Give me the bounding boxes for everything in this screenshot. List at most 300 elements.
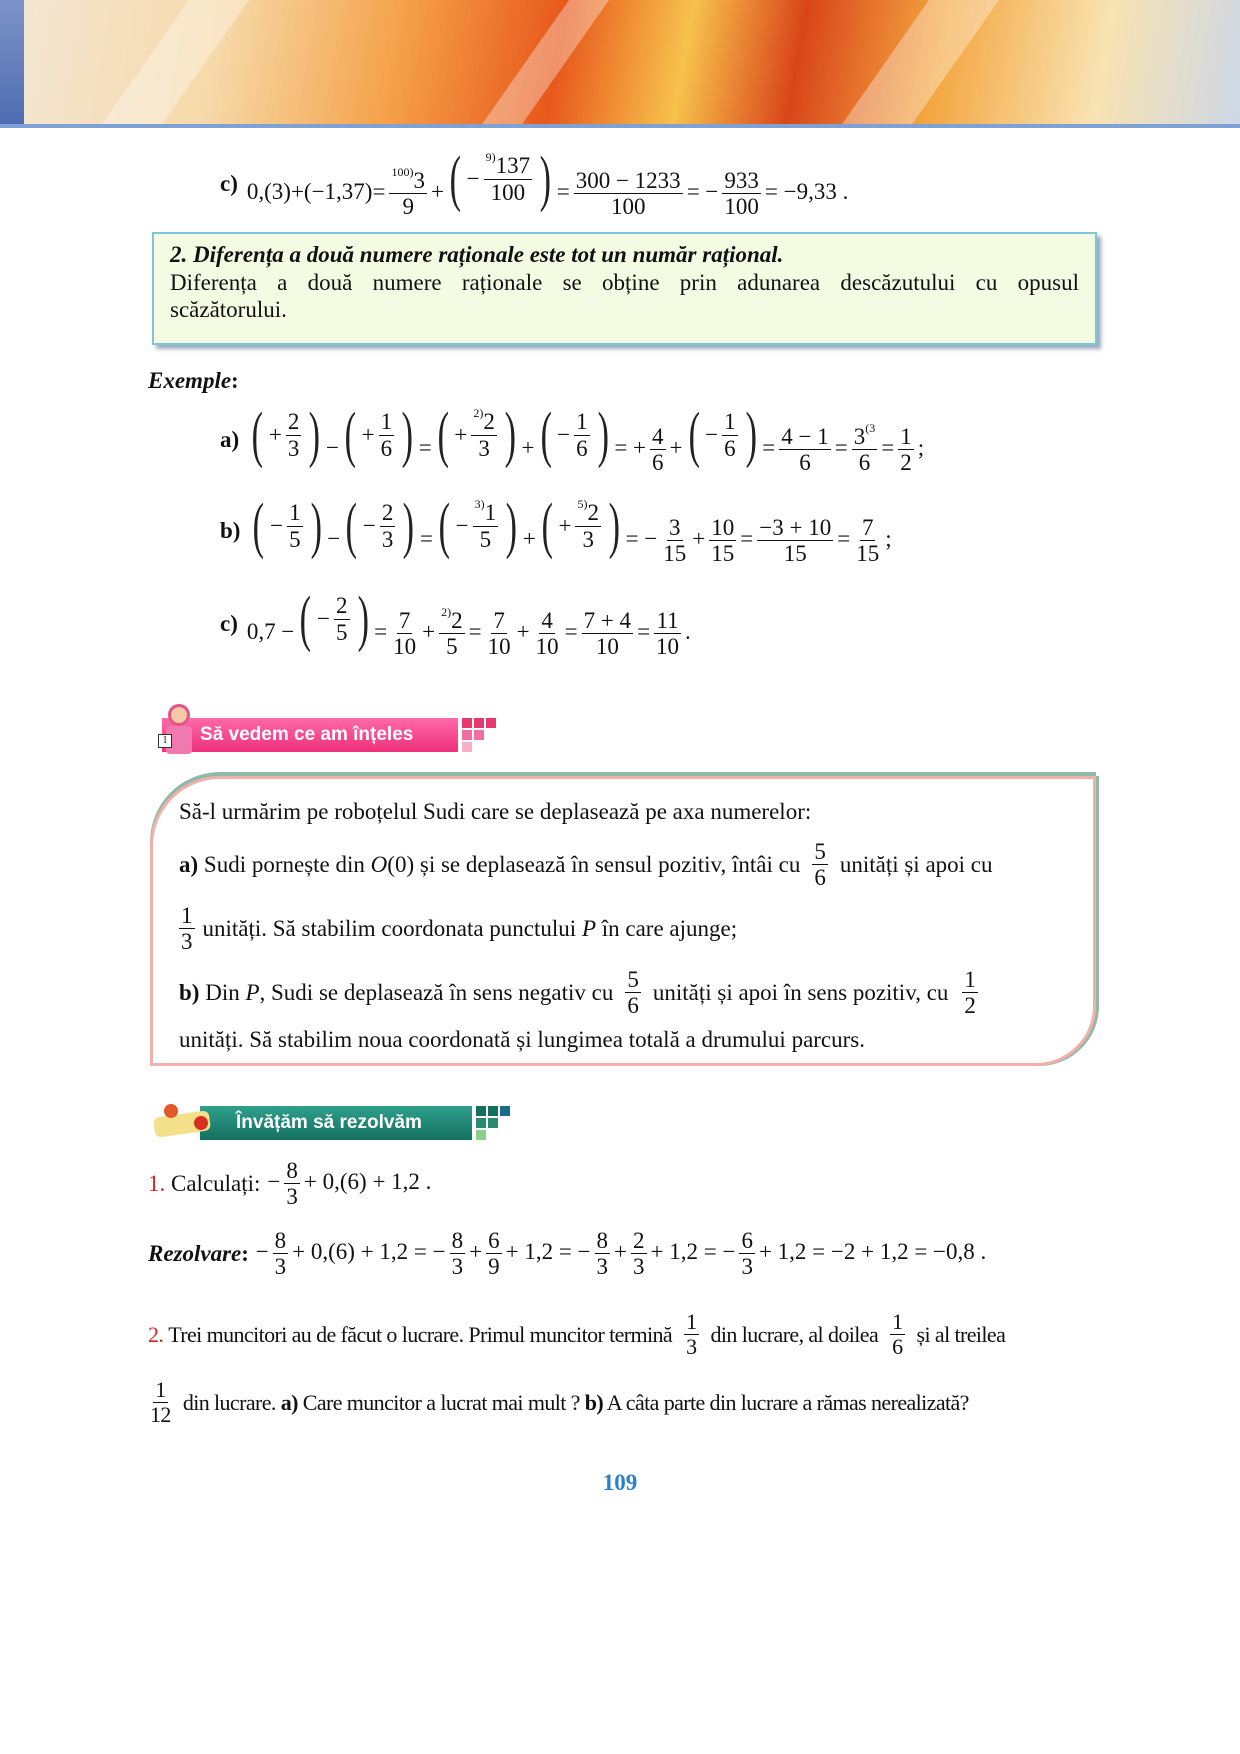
example-c-line [220, 145, 849, 220]
denominator: 6 [799, 450, 811, 476]
text: unități și apoi cu [839, 851, 993, 877]
numerator [574, 409, 590, 435]
right-parenthesis: ) [357, 585, 369, 653]
denominator: 6 [627, 993, 639, 1019]
rule-title: 2. Diferența a două numere raționale este tot un număr rațional. [170, 242, 784, 267]
text: Sudi pornește din [203, 851, 371, 877]
numerator [667, 515, 683, 541]
math-expression [248, 492, 892, 567]
fraction-expansion-factor: 2) [473, 406, 484, 421]
problem-text: și al treilea [916, 1321, 1006, 1347]
example-a [220, 401, 925, 476]
denominator: 3 [381, 526, 394, 552]
section-header-understanding [162, 718, 458, 752]
numerator-value: 6 [741, 1228, 753, 1253]
rule-box [152, 232, 1097, 345]
numerator-value: 137 [495, 153, 531, 179]
numerator-value: 1 [484, 500, 497, 526]
girl-mascot-icon: 1 [162, 704, 196, 760]
problem-number: 1. [148, 1170, 166, 1196]
denominator: 2 [964, 993, 976, 1019]
fraction-expansion-factor: 5) [577, 497, 588, 512]
numerator-value: 2 [483, 409, 495, 435]
parenthesized-group [341, 492, 419, 560]
fraction [574, 409, 590, 461]
math-text: + [430, 179, 444, 204]
numerator-value: 1 [900, 423, 912, 449]
numerator [739, 1228, 755, 1254]
denominator: 10 [487, 634, 511, 660]
denominator: 3 [478, 435, 490, 461]
math-text: = [762, 435, 776, 460]
fraction-expansion-factor: 9) [485, 150, 496, 165]
denominator: 10 [595, 634, 619, 660]
numerator [439, 604, 465, 634]
point-O: O [370, 851, 388, 877]
fraction [389, 164, 427, 220]
numerator-value: 4 − 1 [781, 423, 829, 449]
numerator-value: 1 [576, 409, 588, 435]
fraction-expansion-factor: 100) [391, 164, 414, 179]
numerator-value: 3 [853, 423, 866, 449]
problem-text: A câta parte din lucrare a rămas nerealizată? [603, 1389, 969, 1415]
fraction [722, 168, 761, 220]
problem-2-cont [148, 1378, 969, 1427]
exercise-part-b [179, 967, 978, 1019]
math-text: − [267, 1169, 281, 1195]
fraction [650, 424, 666, 476]
fraction [179, 903, 195, 955]
numerator [575, 497, 601, 526]
parenthesized-group [340, 401, 418, 469]
math-expression [246, 585, 692, 660]
math-text: + [469, 1239, 483, 1265]
math-text: − [255, 1239, 269, 1265]
denominator: 2 [900, 450, 912, 476]
numerator-value: 8 [596, 1228, 609, 1253]
header-banner-image [0, 0, 1240, 128]
left-parenthesis: ( [688, 401, 700, 469]
right-parenthesis: ) [310, 492, 322, 560]
problem-text: Calculați: [171, 1170, 261, 1196]
math-text: ; [885, 526, 892, 551]
denominator: 3 [741, 1254, 753, 1280]
section-title: Să vedem ce am înțeles [200, 724, 414, 745]
numerator [286, 409, 302, 435]
numerator [582, 608, 633, 634]
math-text: − [325, 435, 339, 460]
fraction [534, 608, 561, 660]
denominator: 10 [535, 634, 559, 660]
denominator: 3 [181, 929, 193, 955]
numerator-value: −3 + 10 [759, 514, 832, 540]
fraction [471, 406, 497, 461]
math-expression [246, 145, 849, 220]
denominator: 15 [711, 541, 735, 567]
text: , Sudi se deplasează în sens negativ cu [259, 979, 614, 1005]
denominator: 9 [402, 194, 414, 220]
numerator [898, 424, 914, 450]
fraction [273, 1228, 289, 1280]
examples-colon: : [231, 368, 239, 393]
math-text: − [455, 513, 469, 538]
math-text: + [614, 1239, 628, 1265]
left-parenthesis: ( [540, 401, 552, 469]
fraction [890, 1310, 904, 1359]
numerator-value: 2 [381, 500, 394, 526]
math-text: = [834, 435, 848, 460]
denominator: 9 [488, 1254, 500, 1280]
numerator [484, 150, 533, 179]
numerator-value: 7 [861, 514, 874, 540]
denominator: 15 [783, 541, 807, 567]
parenthesized-group [434, 492, 522, 560]
denominator: 6 [576, 435, 588, 461]
right-parenthesis: ) [539, 145, 552, 213]
numerator-value: 10 [711, 514, 735, 540]
fraction [684, 1310, 698, 1359]
denominator: 3 [286, 1184, 298, 1210]
denominator: 5 [289, 526, 301, 552]
part-label: b) [179, 979, 200, 1005]
fraction [739, 1228, 755, 1280]
math-text: + 1,2 = − [650, 1239, 736, 1265]
math-text: = [468, 619, 482, 644]
math-text: = [740, 526, 754, 551]
text: în care ajunge; [596, 915, 738, 941]
numerator [287, 500, 303, 526]
math-text: + [522, 526, 536, 551]
text: (0) și se deplasează în sensul pozitiv, întâi cu [387, 851, 801, 877]
fraction [473, 497, 499, 552]
denominator: 15 [663, 541, 687, 567]
numerator [779, 424, 830, 450]
numerator [450, 1228, 466, 1254]
exercise-part-b-cont: unități. Să stabilim noua coordonată și lungimea totală a drumului parcurs. [179, 1027, 866, 1052]
math-text: + 1,2 = − [505, 1239, 591, 1265]
numerator [473, 497, 499, 526]
numerator [486, 1228, 502, 1254]
fraction [654, 608, 681, 660]
math-text: = [881, 435, 895, 460]
numerator [491, 608, 507, 634]
math-text: ; [917, 435, 925, 460]
fraction [380, 500, 396, 552]
math-text: − [466, 166, 480, 191]
point-P: P [245, 979, 260, 1005]
numerator-value: 3 [413, 167, 425, 193]
numerator-value: 8 [286, 1158, 298, 1183]
denominator: 3 [274, 1254, 287, 1280]
denominator: 3 [686, 1334, 697, 1360]
fraction [450, 1228, 466, 1280]
math-text: + 0,(6) + 1,2 . [303, 1169, 432, 1195]
math-text: + [521, 435, 535, 460]
problem-2 [148, 1310, 1005, 1359]
left-parenthesis: ( [437, 401, 449, 469]
examples-heading [148, 368, 239, 394]
denominator: 10 [656, 634, 680, 660]
numerator: 1 [964, 967, 976, 992]
math-text: = [420, 526, 434, 551]
text: unități și apoi în sens pozitiv, cu [652, 979, 949, 1005]
denominator: 3 [596, 1254, 609, 1280]
math-text: . [685, 619, 691, 644]
numerator [397, 608, 413, 634]
math-text: − [362, 513, 376, 538]
numerator [284, 1158, 300, 1184]
numerator-value: 933 [724, 167, 759, 193]
numerator [539, 608, 555, 634]
numerator-value: 3 [669, 514, 681, 540]
numerator [650, 424, 666, 450]
text: unități. Să stabilim coordonata punctului [202, 915, 582, 941]
numerator-value: 8 [451, 1228, 464, 1253]
parenthesized-group [247, 401, 325, 469]
fraction [709, 515, 736, 567]
problem-text: Care muncitor a lucrat mai mult ? [297, 1389, 585, 1415]
fraction [722, 409, 738, 461]
part-label: a) [179, 851, 199, 877]
section-header-solve [200, 1106, 472, 1140]
problem-1 [148, 1158, 432, 1210]
right-parenthesis: ) [403, 492, 415, 560]
example-label: a) [220, 426, 240, 452]
math-text: = [556, 179, 570, 204]
left-parenthesis: ( [300, 585, 312, 653]
math-text: = [637, 619, 651, 644]
right-parenthesis: ) [308, 401, 321, 469]
denominator: 6 [814, 865, 826, 891]
numerator-value: 2 [287, 409, 300, 435]
parenthesized-group [248, 492, 326, 560]
fraction [379, 409, 395, 461]
denominator: 6 [858, 450, 871, 476]
numerator-value: 2 [587, 500, 599, 526]
numerator-value: 7 [493, 607, 505, 633]
problem-text: din lucrare. [182, 1389, 276, 1415]
right-parenthesis: ) [505, 492, 518, 560]
fraction [284, 1158, 300, 1210]
numerator: 1 [155, 1377, 166, 1402]
fraction [631, 1228, 647, 1280]
numerator-value: 1 [380, 409, 393, 435]
numerator-value: 2 [633, 1228, 645, 1253]
math-text: + [669, 435, 683, 460]
math-expression [255, 1228, 988, 1280]
problem-number: 2. [148, 1321, 164, 1347]
numerator [273, 1228, 289, 1254]
fraction [625, 967, 641, 1019]
parenthesized-group [433, 401, 521, 469]
fraction [287, 500, 303, 552]
math-text: + [516, 619, 530, 644]
fraction [575, 497, 601, 552]
math-text: = − [686, 179, 719, 204]
numerator [379, 409, 395, 435]
numerator [757, 515, 833, 541]
numerator-value: 8 [274, 1228, 287, 1253]
fraction [661, 515, 688, 567]
problem-text: Trei muncitori au de făcut o lucrare. Primul muncitor termină [168, 1321, 673, 1347]
math-text: = −9,33 . [764, 179, 849, 204]
parenthesized-group [537, 492, 625, 560]
numerator [574, 168, 683, 194]
denominator: 100 [610, 194, 646, 220]
solution-label: Rezolvare [148, 1240, 242, 1266]
left-parenthesis: ( [541, 492, 553, 560]
numerator [380, 500, 396, 526]
exercise-part-a-cont [179, 903, 737, 955]
left-parenthesis: ( [344, 401, 356, 469]
numerator-value: 7 [398, 607, 411, 633]
left-parenthesis: ( [251, 401, 264, 469]
exercise-box [150, 776, 1096, 1066]
math-text: − [270, 513, 284, 538]
denominator: 5 [336, 619, 348, 645]
rule-text-cont: scăzătorului. [170, 297, 287, 322]
math-expression [266, 1158, 432, 1210]
denominator: 5 [479, 526, 492, 552]
math-text: = + [614, 435, 647, 460]
denominator: 6 [652, 450, 664, 476]
math-text: = [564, 619, 578, 644]
denominator: 100 [490, 179, 526, 205]
fraction [148, 1378, 173, 1427]
numerator-value: 1 [289, 500, 301, 526]
right-parenthesis: ) [597, 401, 609, 469]
numerator-value: 6 [488, 1228, 500, 1253]
numerator-value: 11 [656, 607, 679, 633]
fraction [486, 608, 513, 660]
rule-text: Diferența a două numere raționale se obține prin adunarea descăzutului cu opusul [170, 270, 1079, 295]
parenthesized-group [684, 401, 762, 469]
fraction [439, 604, 465, 660]
example-label: b) [220, 517, 241, 543]
parenthesized-group [295, 585, 373, 653]
fraction [582, 608, 633, 660]
example-b [220, 492, 893, 567]
numerator [722, 409, 738, 435]
math-text: + [692, 526, 706, 551]
denominator: 3 [451, 1254, 464, 1280]
text: Din [199, 979, 246, 1005]
fraction [898, 424, 914, 476]
math-text: + [361, 422, 375, 447]
numerator: 5 [814, 839, 826, 864]
denominator: 6 [724, 435, 736, 461]
books-mascot-icon [154, 1100, 214, 1140]
example-label: c) [220, 170, 238, 196]
math-text: = [837, 526, 851, 551]
math-text: + [454, 422, 468, 447]
numerator: 1 [181, 903, 193, 928]
left-parenthesis: ( [449, 145, 461, 213]
fraction [574, 168, 683, 220]
part-label: b) [584, 1389, 604, 1415]
math-text: + [422, 619, 436, 644]
denominator: 5 [446, 634, 458, 660]
fraction [757, 515, 833, 567]
denominator: 6 [892, 1334, 903, 1360]
fraction-expansion-factor: 2) [441, 604, 452, 619]
right-parenthesis: ) [401, 401, 414, 469]
denominator: 3 [287, 435, 300, 461]
fraction [595, 1228, 611, 1280]
numerator [852, 420, 878, 450]
numerator: 1 [892, 1309, 903, 1334]
numerator [709, 515, 736, 541]
math-expression [247, 401, 925, 476]
numerator: 5 [627, 967, 639, 992]
numerator [471, 406, 497, 435]
section-title: Învățăm să rezolvăm [236, 1112, 422, 1133]
math-text: 0,7 − [246, 619, 295, 644]
example-label: c) [220, 610, 238, 636]
numerator-value: 300 − 1233 [575, 167, 681, 193]
solution-colon: : [241, 1240, 249, 1266]
numerator [654, 608, 680, 634]
numerator [631, 1228, 647, 1254]
fraction [854, 515, 881, 567]
fraction [852, 420, 878, 476]
numerator-value: 7 + 4 [583, 607, 632, 633]
math-text: + [558, 513, 572, 538]
denominator: 10 [393, 634, 417, 660]
denominator: 15 [856, 541, 880, 567]
denominator: 3 [633, 1254, 645, 1280]
right-parenthesis: ) [608, 492, 620, 560]
numerator-value: 2 [451, 607, 463, 633]
fraction-simplification-factor: (3 [865, 420, 876, 435]
fraction-expansion-factor: 3) [474, 497, 485, 512]
math-text: + [268, 422, 282, 447]
math-text: = [418, 435, 432, 460]
math-text: − [317, 606, 330, 631]
fraction [779, 424, 830, 476]
math-text: + 1,2 = −2 + 1,2 = −0,8 . [758, 1239, 987, 1265]
solution-1 [148, 1228, 987, 1280]
numerator-value: 1 [724, 409, 736, 435]
examples-label: Exemple [148, 368, 232, 393]
denominator: 3 [582, 526, 594, 552]
page-number: 109 [602, 1470, 638, 1495]
example-c [220, 585, 692, 660]
left-parenthesis: ( [253, 492, 265, 560]
numerator-value: 4 [541, 607, 553, 633]
fraction [812, 839, 828, 891]
exercise-part-a [179, 839, 993, 891]
math-text: − [557, 422, 571, 447]
point-P: P [581, 915, 596, 941]
numerator [860, 515, 876, 541]
math-text: 0,(3)+(−1,37)= [246, 179, 386, 204]
denominator: 100 [724, 194, 759, 220]
parenthesized-group [445, 145, 556, 213]
math-text: = [374, 619, 388, 644]
fraction [286, 409, 302, 461]
part-label: a) [280, 1389, 298, 1415]
right-parenthesis: ) [504, 401, 516, 469]
math-text: + 0,(6) + 1,2 = − [292, 1239, 446, 1265]
left-parenthesis: ( [345, 492, 358, 560]
denominator: 12 [150, 1402, 171, 1428]
fraction [486, 1228, 502, 1280]
numerator-value: 2 [336, 593, 348, 619]
fraction [962, 967, 978, 1019]
fraction [391, 608, 418, 660]
problem-text: din lucrare, al doilea [710, 1321, 879, 1347]
